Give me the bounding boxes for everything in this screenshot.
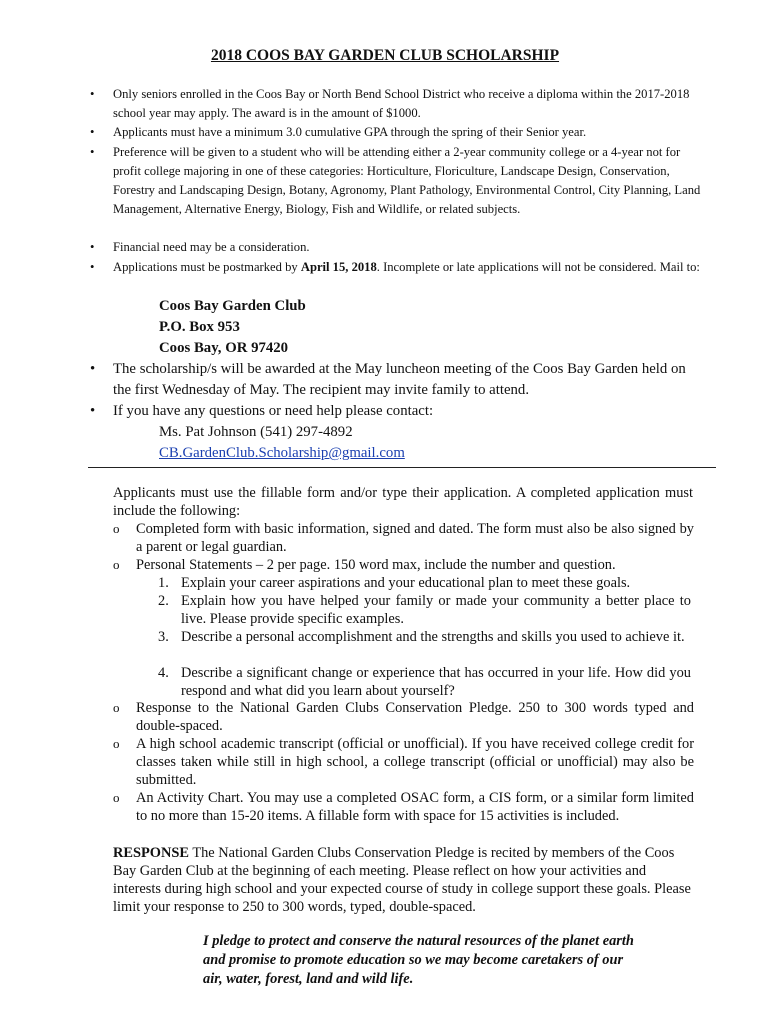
circle-bullet-icon: o <box>113 521 120 536</box>
question-item: 2. Explain how you have helped your family or made your community a better place to live. Please provide specific examples. <box>158 593 691 627</box>
page-title: 2018 COOS BAY GARDEN CLUB SCHOLARSHIP <box>210 47 560 64</box>
conservation-pledge: I pledge to protect and conserve the natural resources of the planet earth and promise to promote education so we may become caretakers of our air, water, forest, land and wild life. <box>203 933 634 987</box>
address-name: Coos Bay Garden Club <box>159 298 306 314</box>
requirement-item: o Personal Statements – 2 per page. 150 word max, include the number and question. <box>113 557 616 573</box>
requirement-item: o A high school academic transcript (official or unofficial). If you have received college credit for classes taken while still in high school, a college transcript (official or unofficial) may also be submitted. <box>113 736 694 788</box>
circle-bullet-icon: o <box>113 736 120 751</box>
circle-bullet-icon: o <box>113 700 120 715</box>
address-po-box: P.O. Box 953 <box>159 319 240 335</box>
bullet-icon: • <box>90 361 96 377</box>
address-city: Coos Bay, OR 97420 <box>159 340 289 356</box>
eligibility-item: • Only seniors enrolled in the Coos Bay or North Bend School District who receive a diploma within the 2017-2018 school year may apply. The award is in the amount of $1000. <box>90 87 690 120</box>
question-item: 3. Describe a personal accomplishment and the strengths and skills you used to achieve it. <box>158 629 685 645</box>
requirement-item: o Response to the National Garden Clubs Conservation Pledge. 250 to 300 words typed and double-spaced. <box>113 700 694 734</box>
bullet-icon: • <box>90 125 95 139</box>
bullet-icon: • <box>90 87 95 101</box>
bullet-icon: • <box>90 240 95 254</box>
contact-email-link[interactable]: CB.GardenClub.Scholarship@gmail.com <box>159 445 405 461</box>
award-note: • The scholarship/s will be awarded at the May luncheon meeting of the Coos Bay Garden held on the first Wednesday of May. The recipient may invite family to attend. <box>90 361 686 398</box>
section-divider <box>88 467 716 468</box>
contact-name-phone: Ms. Pat Johnson (541) 297-4892 <box>159 424 353 440</box>
eligibility-item: • Preference will be given to a student who will be attending either a 2-year community college or a 4-year not for profit college majoring in one of these categories: Horticulture, Floriculture, Landscape Design, Conservation, Forestry and Landscaping Design, Botany, Agronomy, Plant Pathology, Environmental Control, City Planning, Land Management, Alternative Energy, Biology, Fish and Wildlife, or related subjects. <box>90 145 701 216</box>
circle-bullet-icon: o <box>113 557 120 572</box>
question-item: 4. Describe a significant change or experience that has occurred in your life. How did you respond and what did you learn about yourself? <box>158 665 691 699</box>
deadline-item: • Applications must be postmarked by April 15, 2018. Incomplete or late applications will not be considered. Mail to: <box>113 258 703 277</box>
requirement-item: o An Activity Chart. You may use a completed OSAC form, a CIS form, or a similar form limited to no more than 15-20 items. A fillable form with space for 15 activities is included. <box>113 790 694 824</box>
response-label: RESPONSE <box>113 845 189 861</box>
circle-bullet-icon: o <box>113 790 120 805</box>
bullet-icon: • <box>90 260 95 274</box>
contact-intro: • If you have any questions or need help please contact: <box>113 401 703 422</box>
response-paragraph: RESPONSE The National Garden Clubs Conservation Pledge is recited by members of the Coos Bay Garden Club at the beginning of each meeting. Please reflect on how your activities and interests during high school and your expected course of study in college support these goals. Please limit your response to 250 to 300 words, typed, double-spaced. <box>113 845 691 915</box>
bullet-icon: • <box>90 403 96 419</box>
requirement-item: o Completed form with basic information, signed and dated. The form must also be also signed by a parent or legal guardian. <box>113 521 694 555</box>
bullet-icon: • <box>90 145 95 159</box>
eligibility-item: • Applicants must have a minimum 3.0 cumulative GPA through the spring of their Senior year. <box>113 123 703 142</box>
deadline-date: April 15, 2018 <box>300 260 377 274</box>
eligibility-item: • Financial need may be a consideration. <box>113 238 703 257</box>
requirements-intro: Applicants must use the fillable form and/or type their application. A completed application must include the following: <box>113 485 693 519</box>
question-item: 1. Explain your career aspirations and your educational plan to meet these goals. <box>158 575 631 591</box>
